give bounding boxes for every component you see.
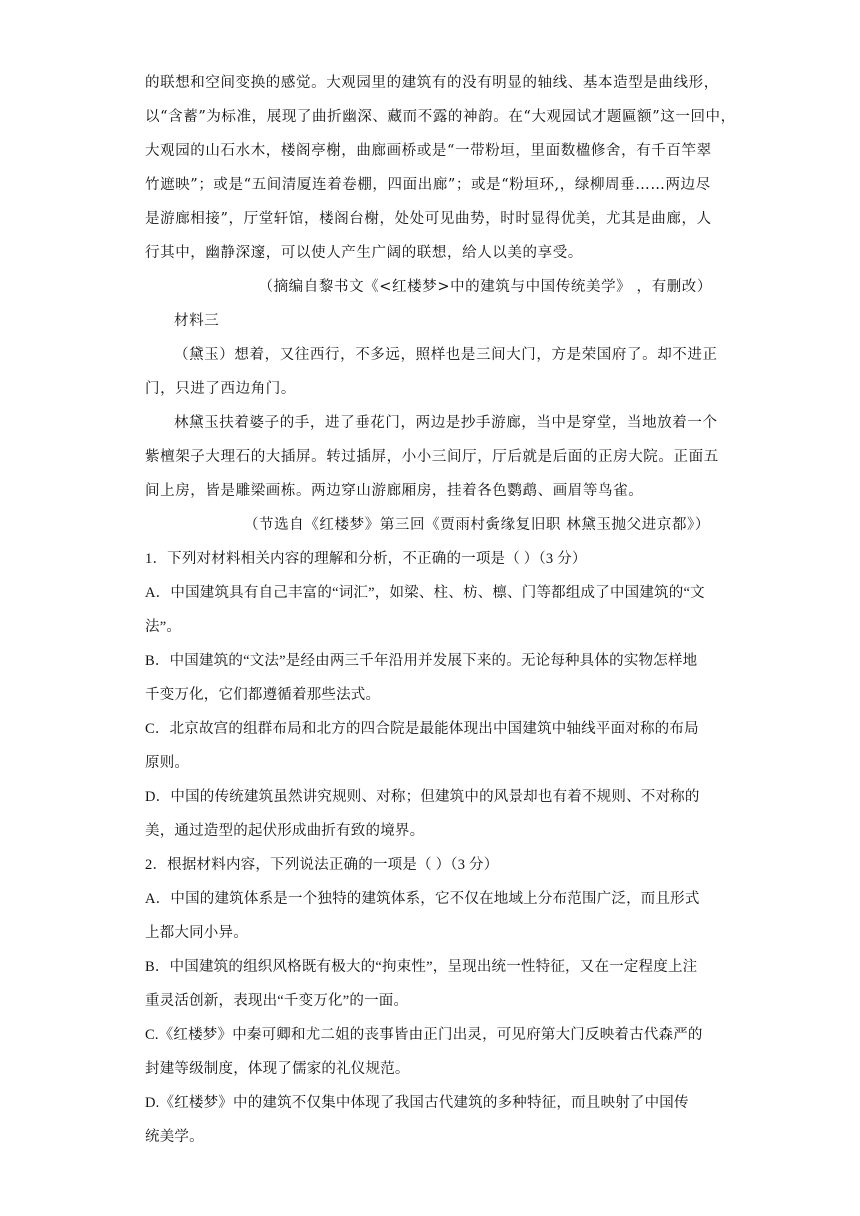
material2-source: （摘编自黎书文《<红楼梦>中的建筑与中国传统美学》 ，有删改） xyxy=(258,279,712,295)
q2-option-b-line2: 重灵活创新，表现出“千变万化”的一面。 xyxy=(145,993,409,1009)
q2-option-c-line2: 封建等级制度，体现了儒家的礼仪规范。 xyxy=(145,1061,410,1077)
material2-line: 大观园的山石水木，楼阁亭榭，曲廊画桥或是“一带粉垣，里面数楹修舍，有千百竿翠 xyxy=(145,143,712,159)
q2-option-b-line1: B．中国建筑的组织风格既有极大的“拘束性”，呈现出统一性特征，又在一定程度上注 xyxy=(145,959,698,975)
material3-line: （黛玉）想着，又往西行，不多远，照样也是三间大门，方是荣国府了。却不进正 xyxy=(174,347,718,363)
q2-option-a-line1: A．中国的建筑体系是一个独特的建筑体系，它不仅在地域上分布范围广泛，而且形式 xyxy=(145,891,700,907)
q1-option-c-line2: 原则。 xyxy=(145,755,190,771)
q2-option-d-line2: 统美学。 xyxy=(145,1129,204,1145)
q1-option-b-line2: 千变万化，它们都遵循着那些法式。 xyxy=(145,687,381,703)
material3-line: 紫檀架子大理石的大插屏。转过插屏，小小三间厅，厅后就是后面的正房大院。正面五 xyxy=(145,449,719,465)
material2-line: 以“含蓄”为标准，展现了曲折幽深、藏而不露的神韵。在“大观园试才题匾额”这一回中， xyxy=(145,109,736,125)
q1-option-d-line2: 美，通过造型的起伏形成曲折有致的境界。 xyxy=(145,823,425,839)
material3-source: （节选自《红楼梦》第三回《贾雨村夤缘复旧职 林黛玉抛父进京都》） xyxy=(243,517,710,533)
q1-option-a-line1: A．中国建筑具有自己丰富的“词汇”，如梁、柱、枋、檩、门等都组成了中国建筑的“文 xyxy=(145,585,705,601)
q1-option-a-line2: 法”。 xyxy=(145,619,182,635)
q1-option-b-line1: B．中国建筑的“文法”是经由两三千年沿用并发展下来的。无论每种具体的实物怎样地 xyxy=(145,653,698,669)
q2-option-c-line1: C.《红楼梦》中秦可卿和尤二姐的丧事皆由正门出灵，可见府第大门反映着古代森严的 xyxy=(145,1027,703,1043)
q2-option-d-line1: D.《红楼梦》中的建筑不仅集中体现了我国古代建筑的多种特征，而且映射了中国传 xyxy=(145,1095,689,1111)
q2-option-a-line2: 上都大同小异。 xyxy=(145,925,248,941)
q1-option-d-line1: D．中国的传统建筑虽然讲究规则、对称；但建筑中的风景却也有着不规则、不对称的 xyxy=(145,789,700,805)
q1-option-c-line1: C．北京故宫的组群布局和北方的四合院是最能体现出中国建筑中轴线平面对称的布局 xyxy=(145,721,699,737)
material2-line: 是游廊相接”，厅堂轩馆，楼阁台榭，处处可见曲势，时时显得优美，尤其是曲廊，人 xyxy=(145,211,712,227)
material3-line: 林黛玉扶着婆子的手，进了垂花门，两边是抄手游廊，当中是穿堂，当地放着一个 xyxy=(174,415,718,431)
material3-heading: 材料三 xyxy=(174,313,220,329)
material2-line: 竹遮映”；或是“五间清厦连着卷棚，四面出廊”；或是“粉垣环,，绿柳周垂……两边尽 xyxy=(145,177,711,193)
material3-line: 门，只进了西边角门。 xyxy=(145,381,296,397)
material3-line: 间上房，皆是雕梁画栋。两边穿山游廊厢房，挂着各色鹦鹉、画眉等鸟雀。 xyxy=(145,483,644,499)
question-1-stem: 1．下列对材料相关内容的理解和分析，不正确的一项是（ ）（3 分） xyxy=(145,551,587,567)
material2-line: 行其中，幽静深邃，可以使人产生广阔的联想，给人以美的享受。 xyxy=(145,245,583,261)
material2-line: 的联想和空间变换的感觉。大观园里的建筑有的没有明显的轴线、基本造型是曲线形， xyxy=(145,75,719,91)
question-2-stem: 2．根据材料内容，下列说法正确的一项是（ ）（3 分） xyxy=(145,857,499,873)
